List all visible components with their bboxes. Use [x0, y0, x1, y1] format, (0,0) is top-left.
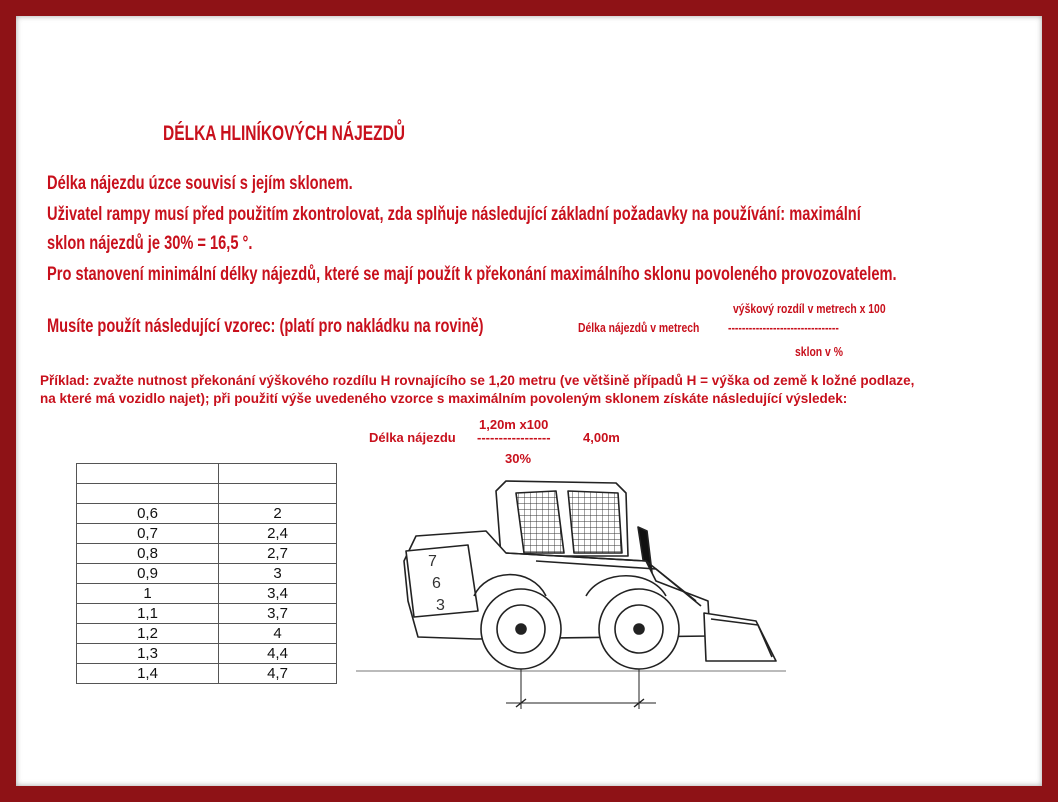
- height-cell: 1,2: [77, 624, 219, 644]
- table-row: [77, 644, 337, 664]
- table-row: [77, 604, 337, 624]
- length-cell: 2,7: [219, 544, 337, 564]
- requirement-text-line1: Uživatel rampy musí před použitím zkontrolovat, zda splňuje následující základní požadavky na používání: maximální: [47, 204, 861, 225]
- length-cell: [219, 484, 337, 504]
- formula-denominator: sklon v %: [795, 344, 843, 359]
- length-cell: 2,4: [219, 524, 337, 544]
- length-cell: [219, 464, 337, 484]
- height-cell: 0,7: [77, 524, 219, 544]
- intro-text: Délka nájezdu úzce souvisí s jejím sklonem.: [47, 173, 353, 194]
- table-row: [77, 584, 337, 604]
- formula-fraction-line: --------------------------------: [728, 320, 839, 335]
- example-formula-result: 4,00m: [583, 430, 620, 445]
- requirement-text-line2: sklon nájezdů je 30% = 16,5 °.: [47, 233, 253, 254]
- table-row: [77, 464, 337, 484]
- height-cell: [77, 464, 219, 484]
- length-cell: 2: [219, 504, 337, 524]
- document-panel: [16, 16, 1042, 786]
- height-cell: 1,1: [77, 604, 219, 624]
- formula-label: Délka nájezdů v metrech: [578, 320, 700, 335]
- length-cell: 3,4: [219, 584, 337, 604]
- table-row: [77, 624, 337, 644]
- table-row: [77, 504, 337, 524]
- example-text-line2: na které má vozidlo najet); při použití výše uvedeného vzorce s maximálním povoleným sklonem získáte následující výsledek:: [40, 391, 848, 406]
- height-cell: 1,4: [77, 664, 219, 684]
- table-row: [77, 484, 337, 504]
- length-cell: 4: [219, 624, 337, 644]
- length-cell: 3,7: [219, 604, 337, 624]
- length-cell: 4,7: [219, 664, 337, 684]
- example-formula-label: Délka nájezdu: [369, 430, 456, 445]
- formula-numerator: výškový rozdíl v metrech x 100: [733, 301, 886, 316]
- ramp-length-table: [76, 463, 337, 684]
- height-cell: 0,8: [77, 544, 219, 564]
- table-row: [77, 664, 337, 684]
- formula-lead-text: Musíte použít následující vzorec: (platí pro nakládku na rovině): [47, 316, 484, 337]
- skid-steer-loader-illustration: [356, 461, 786, 711]
- height-cell: 1,3: [77, 644, 219, 664]
- height-cell: 0,6: [77, 504, 219, 524]
- requirement-text-line3: Pro stanovení minimální délky nájezdů, které se mají použít k překonání maximálního sklonu povoleného provozovatelem.: [47, 264, 897, 285]
- table-row: [77, 524, 337, 544]
- height-cell: 0,9: [77, 564, 219, 584]
- body-number-2: 6: [432, 575, 441, 592]
- table-row: [77, 564, 337, 584]
- body-number-3: 3: [436, 597, 445, 614]
- body-number-1: 7: [428, 553, 437, 570]
- page-title: DÉLKA HLINÍKOVÝCH NÁJEZDŮ: [163, 122, 406, 145]
- example-formula-numerator: 1,20m x100: [479, 417, 549, 432]
- height-cell: [77, 484, 219, 504]
- height-cell: 1: [77, 584, 219, 604]
- example-formula-denominator: 30%: [505, 451, 532, 466]
- length-cell: 4,4: [219, 644, 337, 664]
- example-text-line1: Příklad: zvažte nutnost překonání výškového rozdílu H rovnajícího se 1,20 metru (ve většině případů H = výška od země k ložné podlaze,: [40, 373, 915, 388]
- example-formula-fraction-line: -----------------: [477, 430, 551, 445]
- table-row: [77, 544, 337, 564]
- length-cell: 3: [219, 564, 337, 584]
